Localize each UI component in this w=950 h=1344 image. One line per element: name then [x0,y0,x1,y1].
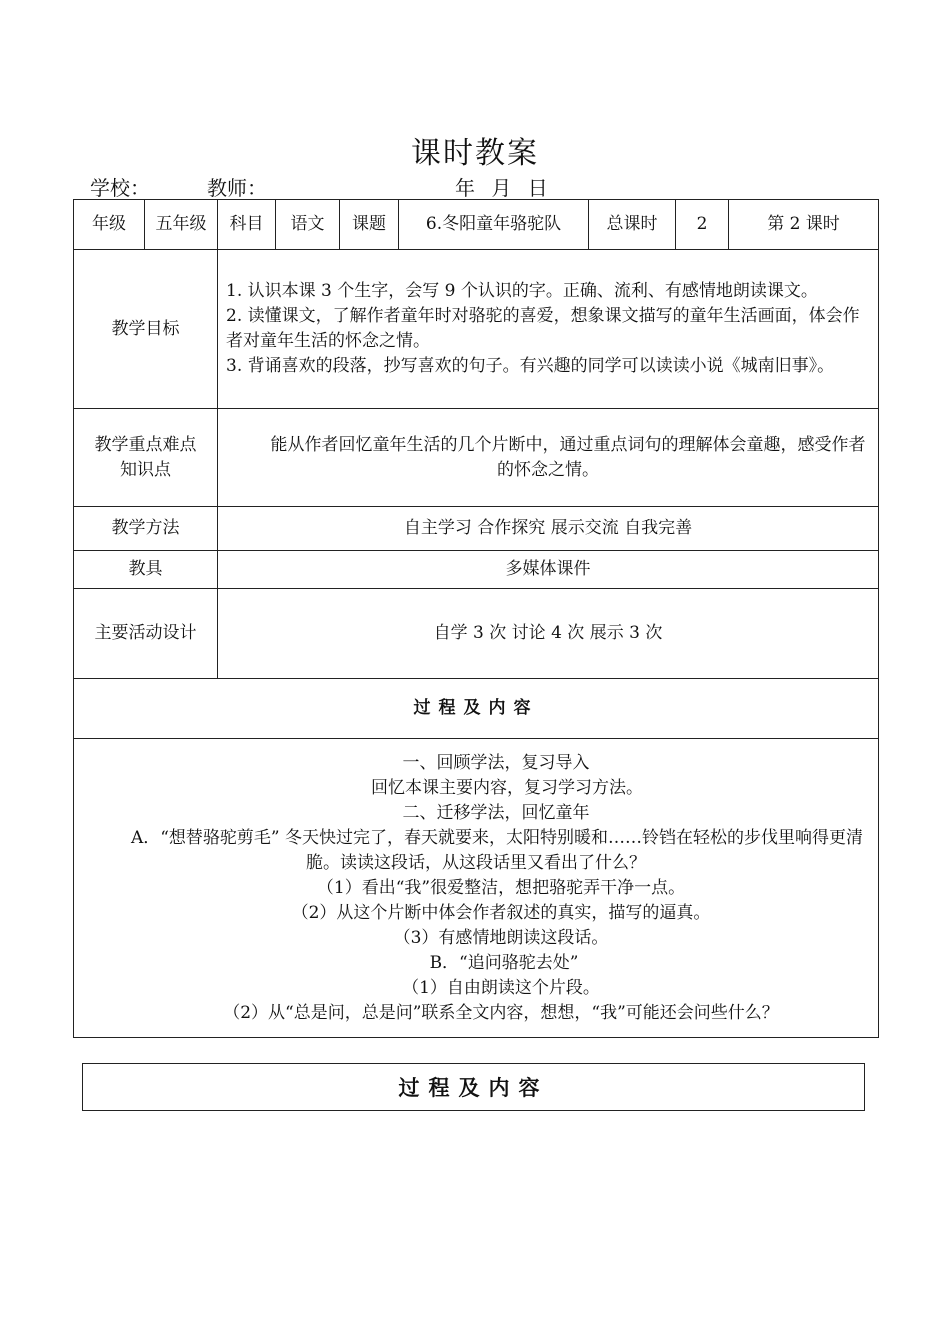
date-label: 年 月 日 [455,176,548,200]
process-line: 二、迁移学法，回忆童年 [402,802,590,823]
total-hours-value: 2 [676,200,729,250]
process-heading-row [74,679,879,739]
process-line: （2）从“总是问，总是问”联系全文内容，想想，“我”可能还会问些什么？ [223,1002,779,1023]
key-points-content [218,409,879,507]
process-line: （3）有感情地朗读这段话。 [393,927,609,948]
goals-row [74,250,879,409]
process-line: （1）看出“我”很爱整洁，想把骆驼弄干净一点。 [316,877,686,898]
tools-row [74,551,879,589]
key-points-label-line1: 教学重点难点 [94,434,197,455]
school-label: 学校： [90,176,150,200]
process-heading-box: 过程及内容 [82,1063,865,1111]
process-line: 一、回顾学法，复习导入 [402,752,590,773]
process-content-row [74,739,879,1038]
lesson-plan-table [73,199,879,1038]
key-points-text: 能从作者回忆童年生活的几个片断中，通过重点词句的理解体会童趣，感受作者的怀念之情。 [270,434,866,480]
process-line: 回忆本课主要内容，复习学习方法。 [371,777,643,798]
goals-content [218,250,879,409]
grade-label: 年级 [74,200,145,250]
subject-value: 语文 [276,200,340,250]
activities-value: 自学 3 次 讨论 4 次 展示 3 次 [218,589,879,679]
topic-value: 6.冬阳童年骆驼队 [399,200,589,250]
goal-item: 3. 背诵喜欢的段落，抄写喜欢的句子。有兴趣的同学可以读读小说《城南旧事》。 [226,356,835,376]
method-label: 教学方法 [74,507,218,551]
method-value: 自主学习 合作探究 展示交流 自我完善 [218,507,879,551]
tools-value: 多媒体课件 [218,551,879,589]
header-row [74,200,879,250]
grade-value: 五年级 [145,200,218,250]
key-points-label-line2: 知识点 [120,459,171,480]
process-heading: 过程及内容 [74,679,879,739]
tools-label: 教具 [74,551,218,589]
method-row [74,507,879,551]
lesson-number: 第 2 课时 [729,200,879,250]
total-hours-label: 总课时 [589,200,676,250]
document-title: 课时教案 [411,136,539,171]
key-points-row [74,409,879,507]
goal-item: 2. 读懂课文，了解作者童年时对骆驼的喜爱，想象课文描写的童年生活画面，体会作者对童年生活的怀念之情。 [226,306,860,351]
topic-label: 课题 [340,200,399,250]
process-line: A．“想替骆驼剪毛” 冬天快过完了，春天就要来，太阳特别暖和……铃铛在轻松的步伐里响得更清脆。读读这段话，从这段话里又看出了什么？ [130,827,864,873]
teacher-label: 教师： [207,176,267,200]
process-content [74,739,879,1038]
subject-label: 科目 [218,200,276,250]
key-points-label [74,409,218,507]
process-line: （1）自由朗读这个片段。 [402,977,600,998]
goals-label: 教学目标 [74,250,218,409]
process-line: （2）从这个片断中体会作者叙述的真实，描写的逼真。 [291,902,711,923]
activities-row [74,589,879,679]
goal-item: 1. 认识本课 3 个生字，会写 9 个认识的字。正确、流利、有感情地朗读课文。 [226,281,818,301]
activities-label: 主要活动设计 [74,589,218,679]
process-line: B．“追问骆驼去处” [429,952,579,973]
